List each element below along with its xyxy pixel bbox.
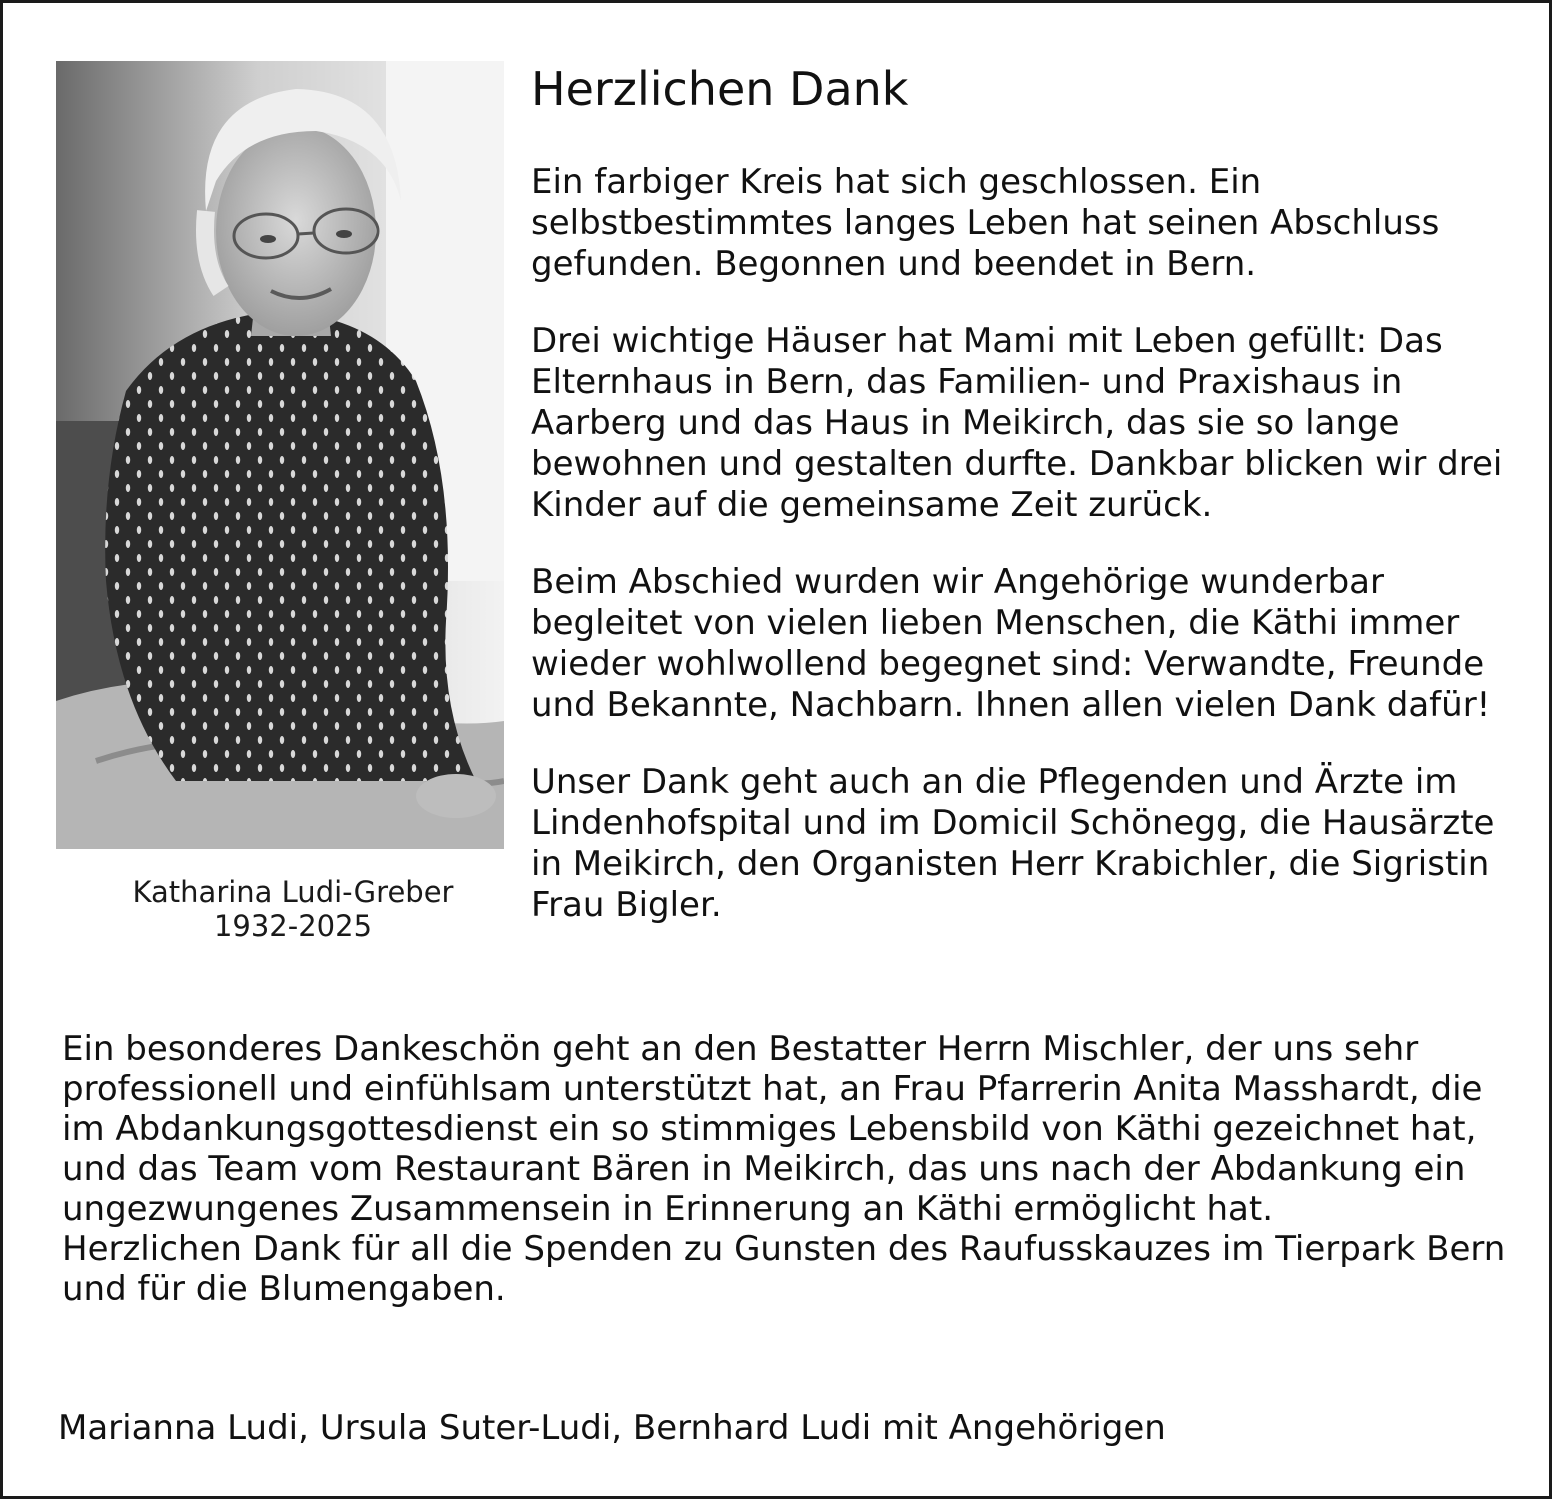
- signature: Marianna Ludi, Ursula Suter-Ludi, Bernhard Ludi mit Angehörigen: [58, 1408, 1166, 1448]
- paragraph-special-thanks: Ein besonderes Dankeschön geht an den Bestatter Herrn Mischler, der uns sehr professionell und einfühlsam unterstützt hat, an Frau Pfarrerin Anita Masshardt, die im Abdankungsgottesdienst ein so stimmiges Lebensbild von Käthi gezeichnet hat, und das Team vom Restaurant Bären in Meikirch, das uns nach der Abdankung ein ungezwungenes Zusammensein in Erinnerung an Käthi ermöglicht hat.: [62, 1029, 1483, 1229]
- paragraph-houses: Drei wichtige Häuser hat Mami mit Leben gefüllt: Das Elternhaus in Bern, das Familien- und Praxishaus in Aarberg und das Haus in Meikirch, das sie so lange bewohnen und gestalten durfte. Dankbar blicken wir drei Kinder auf die gemeinsame Zeit zurück.: [531, 321, 1503, 525]
- photo-caption: [103, 875, 483, 943]
- page-title: Herzlichen Dank: [531, 62, 909, 116]
- caption-years: 1932-2025: [213, 909, 373, 943]
- paragraph-donations: Herzlichen Dank für all die Spenden zu Gunsten des Raufusskauzes im Tierpark Bern und für die Blumengaben.: [62, 1229, 1506, 1309]
- portrait-photo: [56, 61, 504, 849]
- bottom-text-block: [62, 1029, 1522, 1309]
- portrait-image: [56, 61, 504, 849]
- main-text-column: [531, 61, 1521, 926]
- paragraph-caregivers: Unser Dank geht auch an die Pflegenden und Ärzte im Lindenhofspital und im Domicil Schönegg, die Hausärzte in Meikirch, den Organisten Herr Krabichler, die Sigristin Frau Bigler.: [531, 762, 1495, 925]
- caption-name: Katharina Ludi-Greber: [132, 875, 454, 909]
- paragraph-farewell: Beim Abschied wurden wir Angehörige wunderbar begleitet von vielen lieben Menschen, die Käthi immer wieder wohlwollend begegnet sind: Verwandte, Freunde und Bekannte, Nachbarn. Ihnen allen vielen Dank dafür!: [531, 562, 1491, 725]
- paragraph-circle: Ein farbiger Kreis hat sich geschlossen. Ein selbstbestimmtes langes Leben hat seinen Abschluss gefunden. Begonnen und beendet in Bern.: [531, 162, 1440, 284]
